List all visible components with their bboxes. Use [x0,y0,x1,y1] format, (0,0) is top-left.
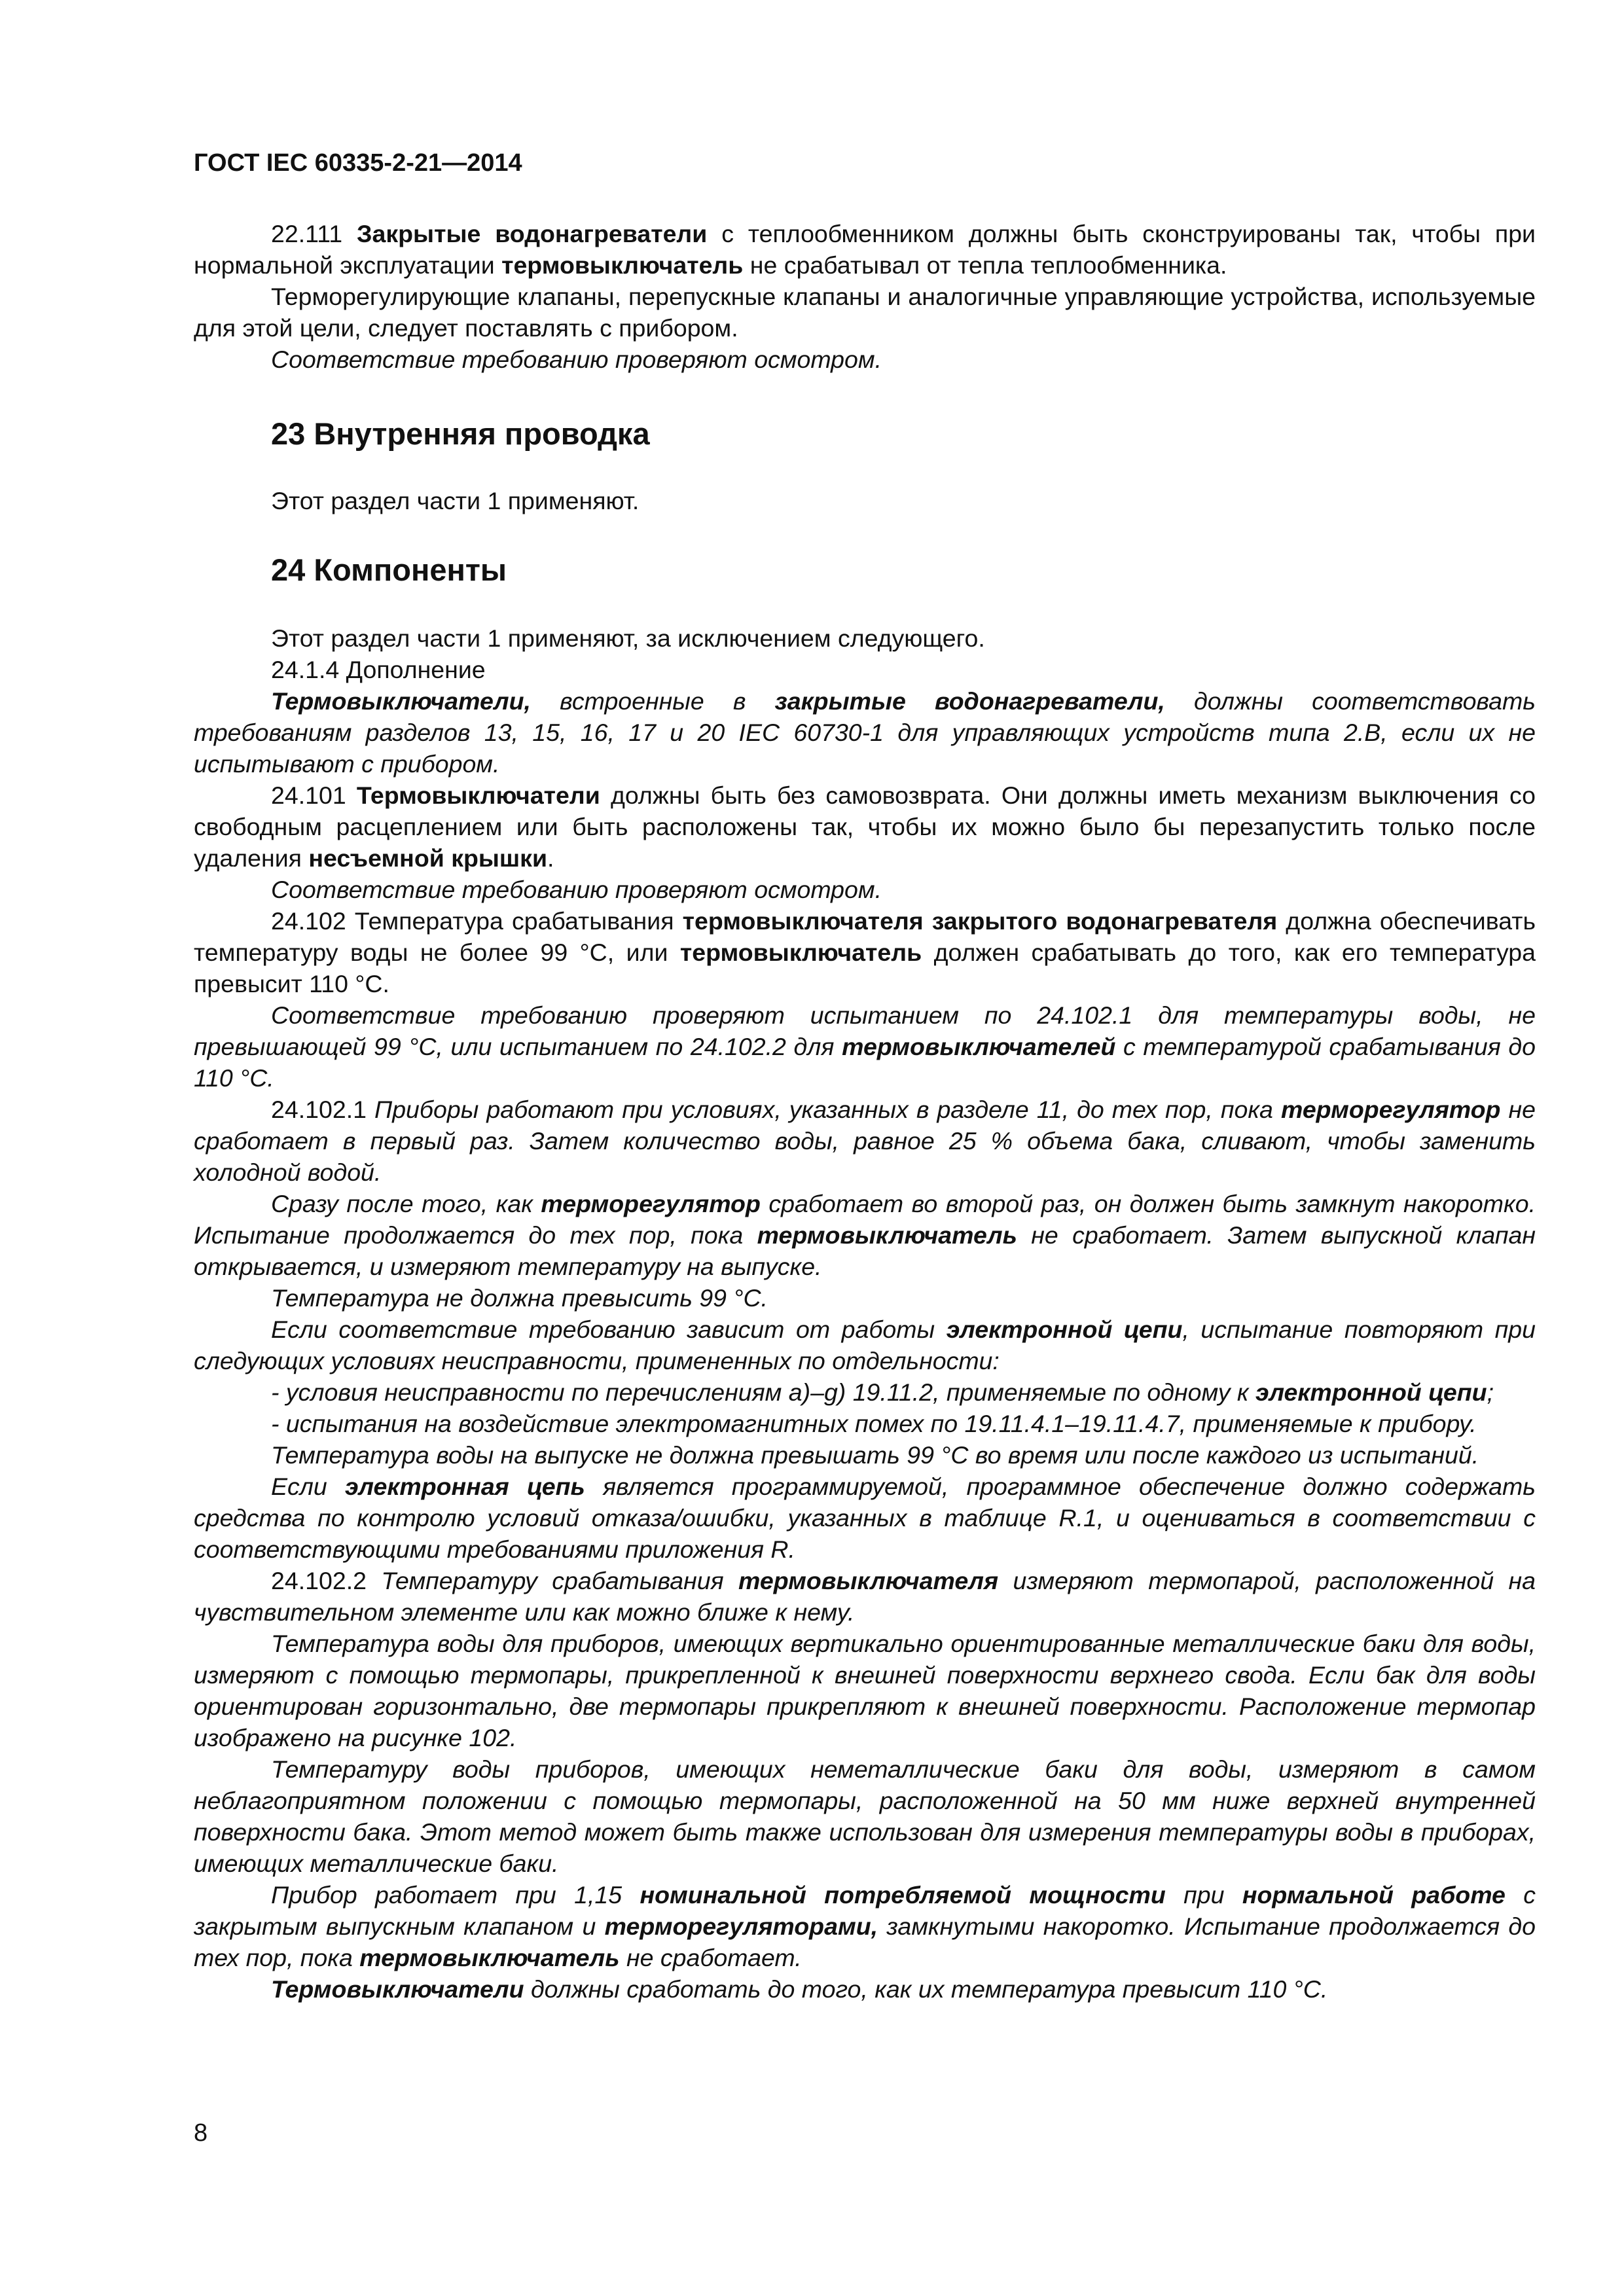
term-bold: терморегулятор [541,1190,761,1217]
paragraph-24-102-2-b: Температура воды для приборов, имеющих вертикально ориентированные металлические баки для воды, измеряют с помощью термопары, прикрепленной к внешней поверхности верхнего свода. Если бак для воды ориентирован горизонтально, две термопары прикрепляют к внешней поверхности. Расположение термопар изображено на рисунке 102. [194,1630,1536,1751]
section-23-text: Этот раздел части 1 применяют. [271,487,640,514]
term-bold: Закрытые водонагреватели [357,220,708,247]
text: Если соответствие требованию зависит от работы [271,1316,947,1343]
text: с закрытым выпускным клапаном и [194,1881,1536,1940]
compliance-24-102 [194,999,1536,1094]
text: встроенные в [530,687,775,715]
paragraph-24-102-2-c: Температуру воды приборов, имеющих неметаллические баки для воды, измеряют в самом неблагоприятном положении с помощью термопары, расположенной на 50 мм ниже верхней внутренней поверхности бака. Этот метод может быть также использован для измерения температуры воды в приборах, имеющих металлические баки. [194,1755,1536,1877]
term-bold: закрытые водонагреватели, [774,687,1165,715]
text: должны соответствовать требованиям разделов 13, 15, 16, 17 и 20 IEC 60730-1 для управляющих устройств типа 2.В, если их не испытывают с прибором. [194,687,1536,778]
text: должны сработать до того, как их температура превысит 110 °С. [524,1975,1328,2003]
term-bold: термовыключателя [738,1567,999,1594]
text: Приборы работают при условиях, указанных в разделе 11, до тех пор, пока [374,1096,1281,1123]
text: Температуру срабатывания [381,1567,739,1594]
term-bold: электронная цепь [344,1473,585,1500]
paragraph-24-1-4 [194,685,1536,780]
text: не сработает в первый раз. Затем количество воды, равное 25 % объема бака, сливают, чтобы заменить холодной водой. [194,1096,1536,1186]
text: является программируемой, программное обеспечение должно содержать средства по контролю условий отказа/ошибки, указанных в таблице R.1, и оцениваться в соответствии с соответствующими требованиями приложения R. [194,1473,1536,1563]
text: не срабатывал от тепла теплообменника. [743,251,1227,279]
text: Сразу после того, как [271,1190,541,1217]
text: измеряют термопарой, расположенной на чувствительном элементе или как можно ближе к нему. [194,1567,1536,1626]
list-item-fault-conditions [194,1376,1536,1408]
text: с теплообменником должны быть сконструированы так, чтобы при нормальной эксплуатации [194,220,1536,279]
paragraph-24-102-1-b [194,1188,1536,1282]
clause-number: 24.101 [271,781,357,809]
compliance-check: Соответствие требованию проверяют осмотром. [271,346,882,373]
text: не сработает. Затем выпускной клапан открывается, и измеряют температуру на выпуске. [194,1221,1536,1280]
text: должна обеспечивать температуру воды не более 99 °С, или [194,907,1536,966]
page-number: 8 [194,2119,208,2147]
section-24-addition: 24.1.4 Дополнение [271,656,486,683]
term-bold: номинальной потребляемой мощности [640,1881,1166,1909]
paragraph-24-102-1-d [194,1314,1536,1376]
paragraph-24-102-1 [194,1094,1536,1188]
clause-number: 22.111 [271,220,357,247]
term-bold: Термовыключатели [271,1975,524,2003]
text: 24.102 Температура срабатывания [271,907,683,935]
section-23-title: 23 Внутренняя проводка [271,416,650,451]
term-bold: термовыключатель [359,1944,620,1971]
paragraph-24-102-2-e [194,1973,1536,2005]
text: Если [271,1473,345,1500]
text: при [1165,1881,1242,1909]
paragraph-24-102-2-d [194,1879,1536,1973]
text: не сработает. [619,1944,802,1971]
text: . [547,844,554,872]
clause-number: 24.102.2 [271,1567,382,1594]
term-bold: несъемной крышки [308,844,547,872]
text: ; [1487,1378,1494,1406]
paragraph-22-111-valves: Терморегулирующие клапаны, перепускные клапаны и аналогичные управляющие устройства, используемые для этой цели, следует поставлять с прибором. [194,283,1536,342]
term-bold: терморегуляторами, [604,1912,878,1940]
compliance-check: Соответствие требованию проверяют осмотром. [271,876,882,903]
text: должен срабатывать до того, как его температура превысит 110 °С. [194,939,1536,997]
text: должны быть без самовозврата. Они должны иметь механизм выключения со свободным расцеплением или быть расположены так, чтобы их можно было бы перезапустить только после удаления [194,781,1536,872]
paragraph-24-101 [194,780,1536,874]
list-item-emc-tests: - испытания на воздействие электромагнитных помех по 19.11.4.1–19.11.4.7, применяемые к прибору. [271,1410,1477,1437]
term-bold: Термовыключатели, [271,687,531,715]
clause-number: 24.102.1 [271,1096,375,1123]
text: , испытание повторяют при следующих условиях неисправности, примененных по отдельности: [194,1316,1536,1374]
paragraph-24-102-1-h [194,1471,1536,1565]
paragraph-24-102-2 [194,1565,1536,1628]
paragraph-24-102-1-c: Температура не должна превысить 99 °С. [271,1284,768,1312]
text: сработает во второй раз, он должен быть замкнут накоротко. Испытание продолжается до тех пор, пока [194,1190,1536,1249]
term-bold: термовыключателя закрытого водонагревателя [682,907,1278,935]
text: - условия неисправности по перечислениям a)–g) 19.11.2, применяемые по одному к [271,1378,1256,1406]
term-bold: термовыключатель [757,1221,1017,1249]
section-24-title: 24 Компоненты [271,552,507,587]
term-bold: термовыключатель [679,939,922,966]
term-bold: термовыключателей [842,1033,1116,1060]
term-bold: электронной цепи [946,1316,1183,1343]
text: Прибор работает при 1,15 [271,1881,640,1909]
text: Соответствие требованию проверяют испытанием по 24.102.1 для температуры воды, не превышающей 99 °С, или испытанием по 24.102.2 для [194,1001,1536,1060]
term-bold: электронной цепи [1255,1378,1487,1406]
term-bold: терморегулятор [1280,1096,1501,1123]
text: замкнутыми накоротко. Испытание продолжается до тех пор, пока [194,1912,1536,1971]
section-24-intro: Этот раздел части 1 применяют, за исключением следующего. [271,624,985,652]
paragraph-22-111 [194,218,1536,281]
paragraph-24-102 [194,905,1536,999]
text: с температурой срабатывания до 110 °С. [194,1033,1536,1092]
term-bold: Термовыключатели [356,781,600,809]
term-bold: нормальной работе [1242,1881,1506,1909]
term-bold: термовыключатель [501,251,744,279]
document-header: ГОСТ IEC 60335-2-21—2014 [194,149,522,177]
paragraph-24-102-1-g: Температура воды на выпуске не должна превышать 99 °С во время или после каждого из испытаний. [271,1441,1479,1469]
document-page [194,147,1536,2005]
